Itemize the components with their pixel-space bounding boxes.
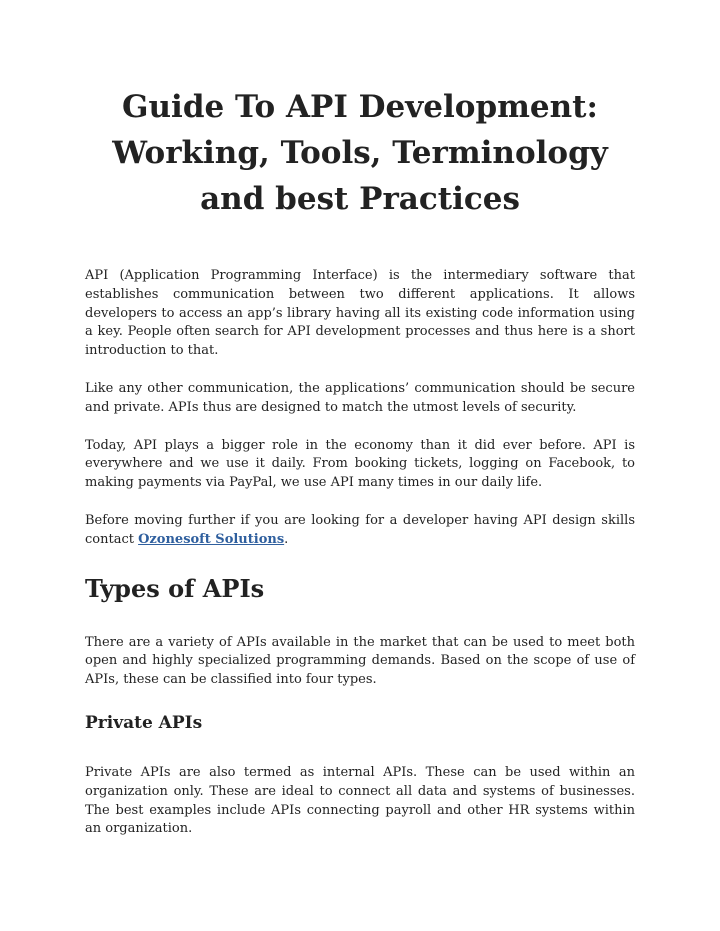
ozonesoft-solutions-link[interactable]: Ozonesoft Solutions	[138, 531, 285, 547]
document-page	[85, 0, 635, 839]
economy-paragraph: Today, API plays a bigger role in the economy than it did ever before. API is everywhere and we use it daily. From booking tickets, logging on Facebook, to making payments via PayPal, we use API many times in our daily life.	[85, 437, 635, 491]
types-of-apis-heading: Types of APIs	[85, 573, 265, 603]
private-apis-heading: Private APIs	[85, 712, 203, 733]
contact-text: Before moving further if you are looking for a developer having API design skills contact	[85, 512, 635, 547]
contact-period: .	[284, 531, 289, 547]
private-apis-paragraph: Private APIs are also termed as internal APIs. These can be used within an organization only. These are ideal to connect all data and systems of businesses. The best examples include APIs connecting payroll and other HR systems within an organization.	[85, 764, 635, 837]
types-intro-paragraph: There are a variety of APIs available in the market that can be used to meet both open and highly specialized programming demands. Based on the scope of use of APIs, these can be classified into four types.	[85, 634, 635, 688]
intro-paragraph: API (Application Programming Interface) is the intermediary software that establishes communication between two different applications. It allows developers to access an app’s library having all its existing code information using a key. People often search for API development processes and thus here is a short introduction to that.	[85, 268, 635, 359]
contact-paragraph	[85, 512, 635, 550]
page-title: Guide To API Development: Working, Tools, Terminology and best Practices	[112, 89, 608, 217]
security-paragraph: Like any other communication, the applications’ communication should be secure and private. APIs thus are designed to match the utmost levels of security.	[85, 380, 635, 415]
